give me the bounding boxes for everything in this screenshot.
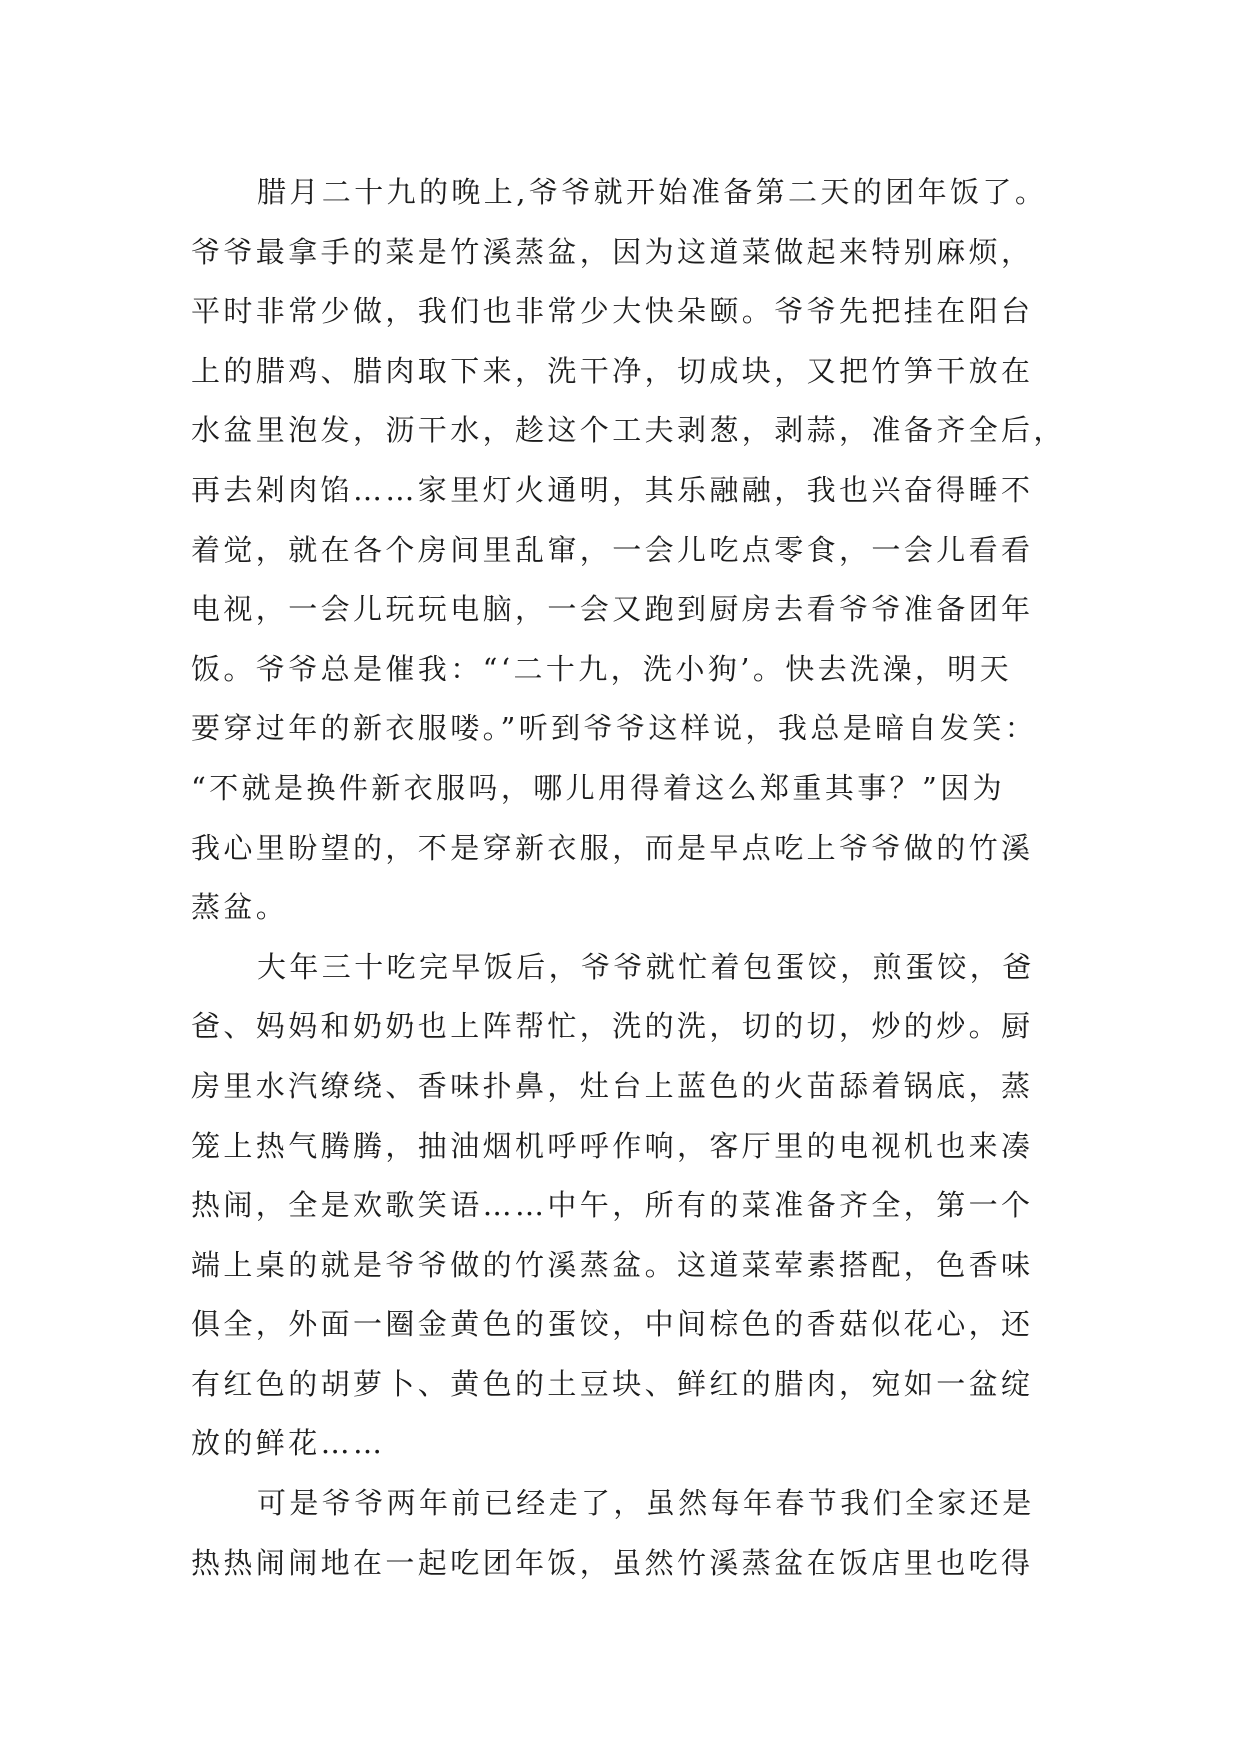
text-line: 爸、妈妈和奶奶也上阵帮忙，洗的洗，切的切，炒的炒。厨: [191, 1009, 1034, 1044]
text-line: 要穿过年的新衣服喽。”听到爷爷这样说，我总是暗自发笑：: [191, 711, 1038, 746]
text-line: 大年三十吃完早饭后，爷爷就忙着包蛋饺，煎蛋饺，爸: [257, 949, 1035, 984]
text-line: 上的腊鸡、腊肉取下来，洗干净，切成块，又把竹笋干放在: [191, 353, 1034, 388]
paragraph-1: [191, 163, 1071, 938]
text-line: 房里水汽缭绕、香味扑鼻，灶台上蓝色的火苗舔着锅底，蒸: [191, 1068, 1034, 1103]
text-line: 俱全，外面一圈金黄色的蛋饺，中间棕色的香菇似花心，还: [191, 1307, 1034, 1342]
text-line: “不就是换件新衣服吗，哪儿用得着这么郑重其事？”因为: [191, 770, 1006, 805]
paragraph-3: [191, 1474, 1071, 1593]
paragraph-2: [191, 938, 1071, 1474]
text-line: 着觉，就在各个房间里乱窜，一会儿吃点零食，一会儿看看: [191, 532, 1034, 567]
text-line: 热闹，全是欢歌笑语……中午，所有的菜准备齐全，第一个: [191, 1188, 1034, 1223]
text-line: 腊月二十九的晚上,爷爷就开始准备第二天的团年饭了。: [257, 175, 1048, 209]
text-line: 笼上热气腾腾，抽油烟机呼呼作响，客厅里的电视机也来凑: [191, 1128, 1034, 1163]
text-line: 放的鲜花……: [191, 1426, 386, 1461]
essay-body: [191, 163, 1071, 1593]
text-line: 热热闹闹地在一起吃团年饭，虽然竹溪蒸盆在饭店里也吃得: [191, 1545, 1034, 1580]
text-line: 水盆里泡发，沥干水，趁这个工夫剥葱，剥蒜，准备齐全后，: [191, 413, 1066, 448]
text-line: 蒸盆。: [191, 890, 289, 925]
text-line: 电视，一会儿玩玩电脑，一会又跑到厨房去看爷爷准备团年: [191, 592, 1034, 627]
text-line: 我心里盼望的，不是穿新衣服，而是早点吃上爷爷做的竹溪: [191, 830, 1034, 865]
text-line: 端上桌的就是爷爷做的竹溪蒸盆。这道菜荤素搭配，色香味: [191, 1247, 1034, 1282]
text-line: 再去剁肉馅……家里灯火通明，其乐融融，我也兴奋得睡不: [191, 472, 1034, 507]
text-line: 爷爷最拿手的菜是竹溪蒸盆，因为这道菜做起来特别麻烦，: [191, 234, 1034, 269]
text-line: 饭。爷爷总是催我：“‘二十九，洗小狗’。快去洗澡，明天: [191, 651, 1013, 686]
text-line: 可是爷爷两年前已经走了，虽然每年春节我们全家还是: [257, 1486, 1035, 1521]
text-line: 平时非常少做，我们也非常少大快朵颐。爷爷先把挂在阳台: [191, 294, 1034, 329]
text-line: 有红色的胡萝卜、黄色的土豆块、鲜红的腊肉，宛如一盆绽: [191, 1366, 1034, 1401]
